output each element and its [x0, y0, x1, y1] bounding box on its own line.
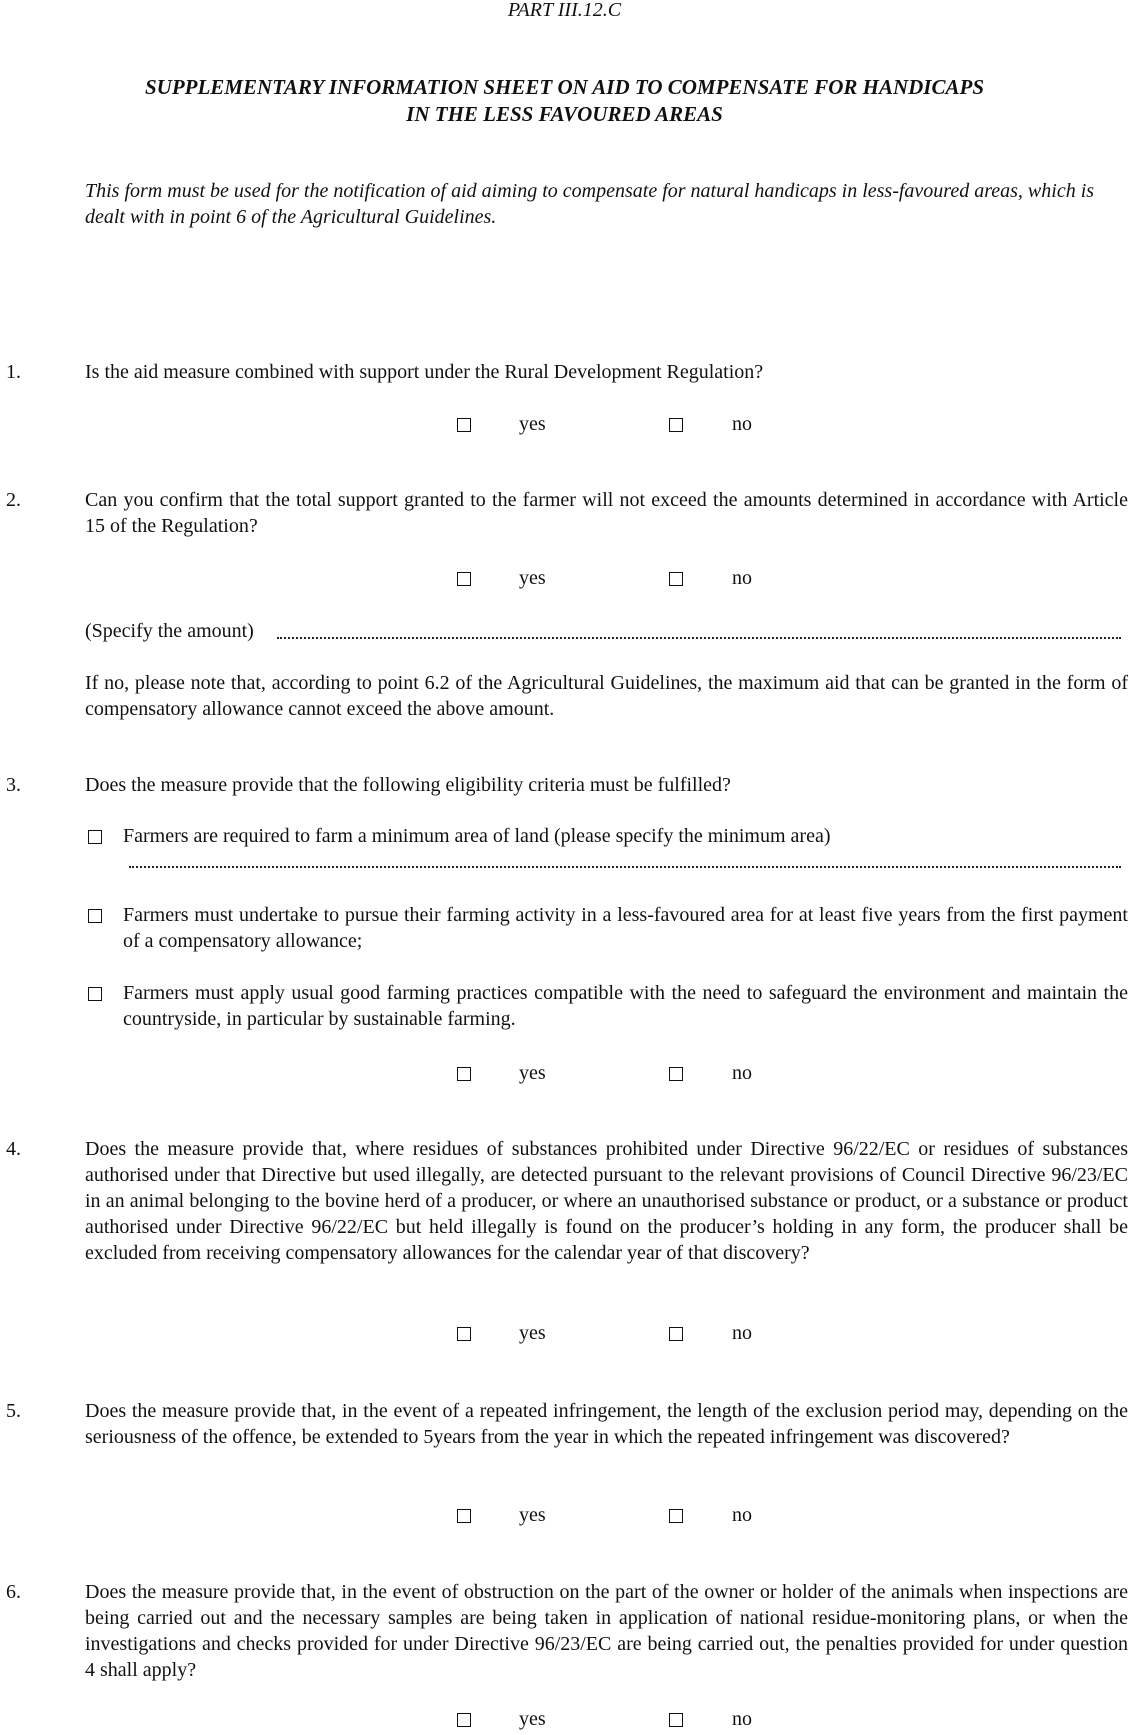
- yes-checkbox[interactable]: [457, 1713, 471, 1727]
- no-label: no: [732, 413, 752, 435]
- no-checkbox[interactable]: [669, 572, 683, 586]
- criterion-text: Farmers must undertake to pursue their farming activity in a less-favoured area for at least five years from the first payment of a compensatory allowance;: [123, 904, 1128, 952]
- amount-input-line[interactable]: [277, 635, 1121, 639]
- question-number: 1.: [6, 361, 21, 383]
- criterion-text: Farmers are required to farm a minimum area of land (please specify the minimum area): [123, 825, 831, 847]
- yes-label: yes: [519, 1708, 546, 1730]
- question-6-answer: [0, 1706, 1129, 1734]
- no-checkbox[interactable]: [669, 1327, 683, 1341]
- form-title-line-1: SUPPLEMENTARY INFORMATION SHEET ON AID TO COMPENSATE FOR HANDICAPS: [144, 75, 984, 99]
- question-number: 3.: [6, 774, 21, 796]
- yes-checkbox[interactable]: [457, 572, 471, 586]
- no-checkbox[interactable]: [669, 1067, 683, 1081]
- yes-label: yes: [519, 1062, 546, 1084]
- form-title: [60, 74, 1069, 128]
- no-label: no: [732, 567, 752, 589]
- question-number: 4.: [6, 1138, 21, 1160]
- question-1-answer: [0, 411, 1129, 439]
- question-number: 5.: [6, 1400, 21, 1422]
- yes-checkbox[interactable]: [457, 418, 471, 432]
- question-text: Does the measure provide that, in the event of a repeated infringement, the length of the exclusion period may, depending on the seriousness of the offence, be extended to 5years from the year in which the repeated infringement was discovered?: [85, 1400, 1128, 1448]
- question-4-answer: [0, 1320, 1129, 1348]
- part-number: PART III.12.C: [507, 0, 622, 21]
- yes-label: yes: [519, 567, 546, 589]
- criterion-checkbox[interactable]: [88, 830, 102, 844]
- no-checkbox[interactable]: [669, 418, 683, 432]
- yes-label: yes: [519, 1322, 546, 1344]
- no-label: no: [732, 1062, 752, 1084]
- question-number: 2.: [6, 489, 21, 511]
- no-label: no: [732, 1708, 752, 1730]
- minimum-area-input-line[interactable]: [129, 864, 1121, 868]
- question-text: Can you confirm that the total support granted to the farmer will not exceed the amounts determined in accordance with Article 15 of the Regulation?: [85, 489, 1128, 537]
- question-text: Is the aid measure combined with support under the Rural Development Regulation?: [85, 361, 764, 383]
- no-label: no: [732, 1322, 752, 1344]
- intro-text: This form must be used for the notification of aid aiming to compensate for natural handicaps in less-favoured areas, which is dealt with in point 6 of the Agricultural Guidelines.: [85, 180, 1095, 228]
- no-checkbox[interactable]: [669, 1509, 683, 1523]
- question-text: Does the measure provide that, in the event of obstruction on the part of the owner or holder of the animals when inspections are being carried out and the necessary samples are being taken in application of national residue-monitoring plans, or when the investigations and checks provided for under Directive 96/23/EC are being carried out, the penalties provided for under question 4 shall apply?: [85, 1581, 1128, 1681]
- question-5-answer: [0, 1502, 1129, 1530]
- no-checkbox[interactable]: [669, 1713, 683, 1727]
- yes-checkbox[interactable]: [457, 1509, 471, 1523]
- question-text: Does the measure provide that the following eligibility criteria must be fulfilled?: [85, 774, 731, 796]
- criterion-checkbox[interactable]: [88, 987, 102, 1001]
- criterion-checkbox[interactable]: [88, 909, 102, 923]
- specify-amount-label: (Specify the amount): [85, 620, 254, 642]
- no-label: no: [732, 1504, 752, 1526]
- yes-checkbox[interactable]: [457, 1067, 471, 1081]
- form-title-line-2: IN THE LESS FAVOURED AREAS: [406, 102, 723, 126]
- question-3-answer: [0, 1060, 1129, 1088]
- question-2-answer: [0, 565, 1129, 593]
- yes-label: yes: [519, 1504, 546, 1526]
- question-text: Does the measure provide that, where residues of substances prohibited under Directive 96/22/EC or residues of substances authorised under that Directive but used illegally, are detected pursuant to the relevant provisions of Council Directive 96/23/EC in an animal belonging to the bovine herd of a producer, or where an unauthorised substance or product, or a substance or product authorised under Directive 96/22/EC but held illegally is found on the producer’s holding in any form, the producer shall be excluded from receiving compensatory allowances for the calendar year of that discovery?: [85, 1138, 1128, 1264]
- yes-checkbox[interactable]: [457, 1327, 471, 1341]
- question-2-note: If no, please note that, according to point 6.2 of the Agricultural Guidelines, the maximum aid that can be granted in the form of compensatory allowance cannot exceed the above amount.: [85, 672, 1128, 720]
- yes-label: yes: [519, 413, 546, 435]
- criterion-text: Farmers must apply usual good farming practices compatible with the need to safeguard the environment and maintain the countryside, in particular by sustainable farming.: [123, 982, 1128, 1030]
- question-number: 6.: [6, 1581, 21, 1603]
